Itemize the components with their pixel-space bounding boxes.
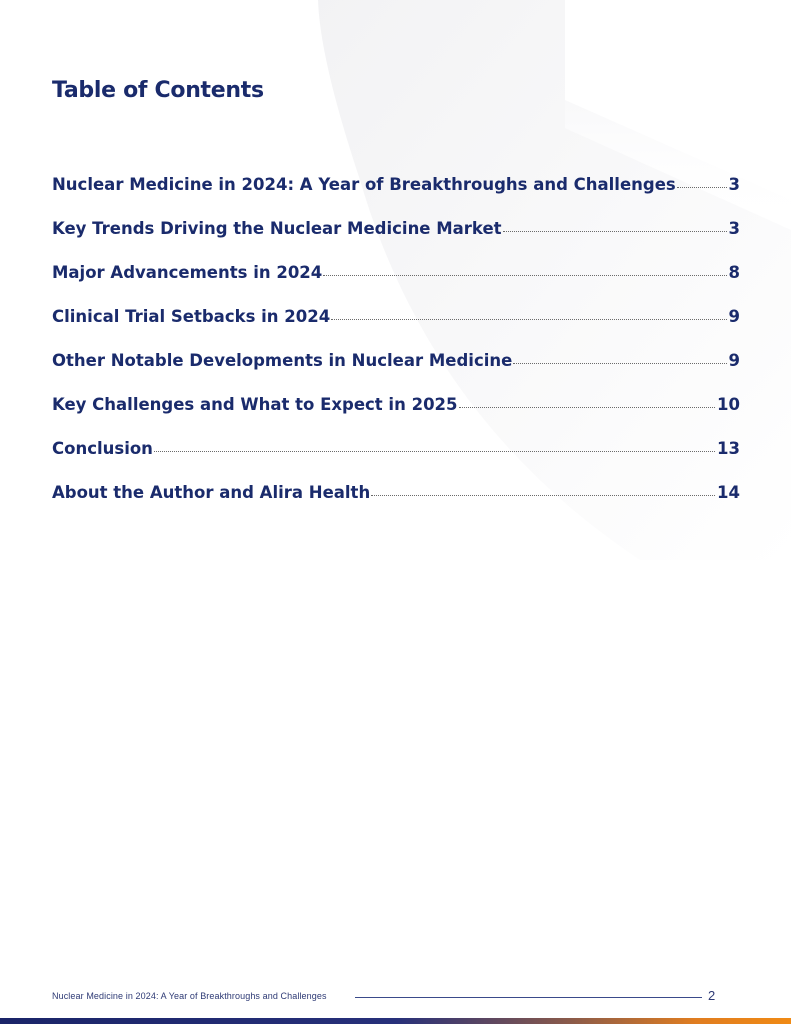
toc-entry-title[interactable]: About the Author and Alira Health [52, 483, 371, 502]
toc-page-number[interactable]: 8 [728, 263, 740, 282]
toc-page-number[interactable]: 3 [728, 219, 740, 238]
toc-page-number[interactable]: 9 [728, 307, 740, 326]
toc-page-number[interactable]: 9 [728, 351, 740, 370]
toc-page-number[interactable]: 3 [728, 175, 740, 194]
dot-leader [154, 451, 715, 452]
toc-entry[interactable] [52, 395, 740, 439]
toc-entry-title[interactable]: Nuclear Medicine in 2024: A Year of Breakthroughs and Challenges [52, 175, 676, 194]
toc-entry[interactable] [52, 351, 740, 395]
toc-entry[interactable] [52, 219, 740, 263]
toc-entry[interactable] [52, 175, 740, 219]
toc-entry-title[interactable]: Clinical Trial Setbacks in 2024 [52, 307, 331, 326]
footer-page-number: 2 [708, 988, 716, 1003]
toc-page-number[interactable]: 10 [717, 395, 740, 414]
footer-document-title: Nuclear Medicine in 2024: A Year of Breakthroughs and Challenges [52, 991, 327, 1001]
dot-leader [677, 187, 727, 188]
toc-page-number[interactable]: 13 [717, 439, 740, 458]
toc-entry[interactable] [52, 263, 740, 307]
dot-leader [459, 407, 716, 408]
footer-color-band [0, 1018, 791, 1024]
footer-divider [355, 997, 702, 998]
dot-leader [323, 275, 726, 276]
toc-entry[interactable] [52, 483, 740, 527]
toc-entry[interactable] [52, 439, 740, 483]
page-title: Table of Contents [52, 78, 264, 103]
dot-leader [513, 363, 726, 364]
dot-leader [371, 495, 715, 496]
toc-entry-title[interactable]: Key Challenges and What to Expect in 2025 [52, 395, 458, 414]
toc-entry[interactable] [52, 307, 740, 351]
dot-leader [331, 319, 726, 320]
toc-page-number[interactable]: 14 [717, 483, 740, 502]
toc-entry-title[interactable]: Key Trends Driving the Nuclear Medicine Market [52, 219, 502, 238]
toc-entry-title[interactable]: Conclusion [52, 439, 153, 458]
toc-entry-title[interactable]: Major Advancements in 2024 [52, 263, 323, 282]
table-of-contents [52, 175, 740, 527]
dot-leader [503, 231, 727, 232]
toc-entry-title[interactable]: Other Notable Developments in Nuclear Medicine [52, 351, 513, 370]
